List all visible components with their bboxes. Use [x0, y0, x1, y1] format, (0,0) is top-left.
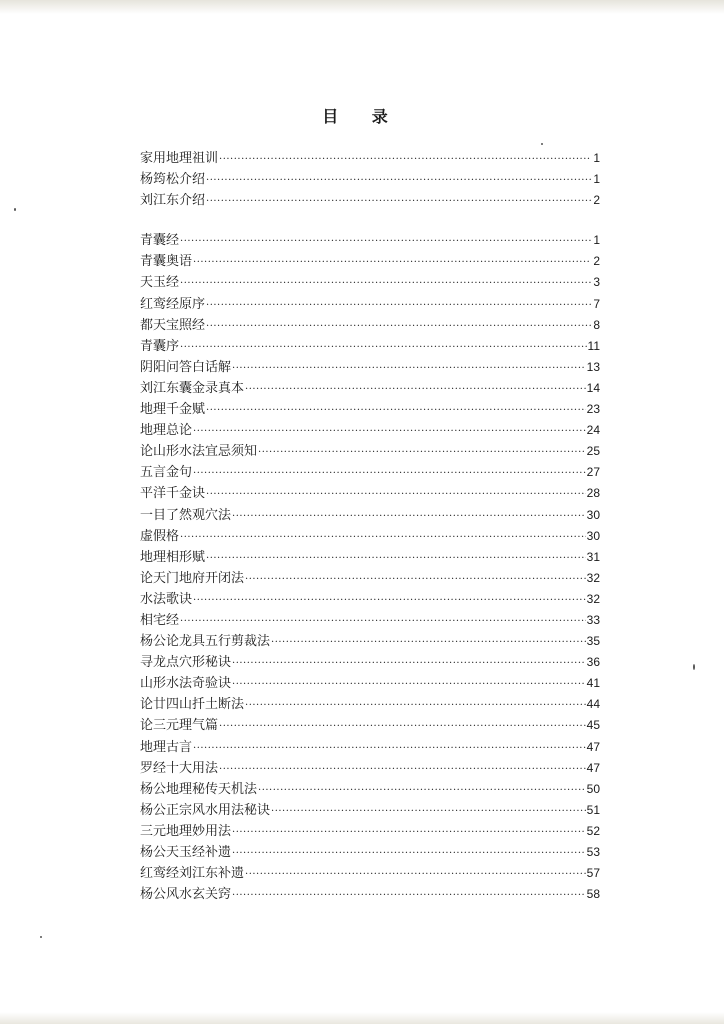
table-of-contents — [140, 148, 600, 905]
scan-speck — [693, 664, 695, 670]
toc-entry — [140, 190, 600, 211]
toc-entry-page-number: 11 — [587, 338, 600, 353]
toc-entry — [140, 441, 600, 462]
toc-entry-title: 青囊奥语 — [140, 254, 193, 270]
toc-entry — [140, 863, 600, 884]
toc-entry — [140, 315, 600, 336]
toc-entry-page-number: 32 — [586, 591, 600, 606]
toc-entry-title: 杨筠松介绍 — [140, 172, 206, 188]
toc-entry-title: 论三元理气篇 — [140, 718, 219, 734]
toc-entry — [140, 610, 600, 631]
scan-speck — [40, 936, 42, 938]
dot-leader — [232, 843, 586, 864]
toc-entry-title: 寻龙点穴形秘诀 — [140, 655, 232, 671]
toc-entry-page-number: 1 — [593, 233, 600, 248]
scan-edge-top — [0, 0, 724, 14]
toc-entry-page-number: 41 — [586, 676, 600, 691]
toc-entry-page-number: 2 — [593, 254, 600, 269]
toc-entry-page-number: 23 — [586, 402, 600, 417]
toc-entry-page-number: 1 — [593, 151, 600, 165]
toc-entry — [140, 652, 600, 673]
dot-leader — [193, 590, 586, 611]
toc-entry-page-number: 30 — [586, 528, 600, 543]
toc-entry-title: 地理相形赋 — [140, 549, 206, 565]
toc-entry-title: 红鸾经刘江东补遗 — [140, 866, 245, 882]
toc-entry-title: 一目了然观穴法 — [140, 507, 232, 523]
toc-entry-title: 都天宝照经 — [140, 317, 206, 333]
toc-entry-page-number: 24 — [586, 423, 600, 438]
toc-entry-title: 青囊经 — [140, 233, 180, 249]
dot-leader — [206, 191, 591, 212]
toc-entry-page-number: 33 — [586, 612, 600, 627]
toc-entry — [140, 842, 600, 863]
dot-leader — [193, 252, 591, 273]
toc-entry-page-number: 47 — [586, 739, 600, 754]
toc-entry-page-number: 27 — [586, 465, 600, 480]
toc-entry-title: 杨公正宗风水用法秘诀 — [140, 802, 271, 818]
toc-entry-title: 杨公天玉经补遗 — [140, 845, 232, 860]
toc-group-intro — [140, 148, 600, 211]
toc-entry-title: 青囊序 — [140, 338, 180, 354]
dot-leader — [245, 569, 586, 590]
toc-entry-title: 罗经十大用法 — [140, 760, 219, 776]
toc-entry — [140, 357, 600, 378]
toc-entry — [140, 483, 600, 504]
toc-entry-title: 地理千金赋 — [140, 402, 206, 418]
dot-leader — [232, 885, 586, 906]
toc-entry-page-number: 44 — [586, 697, 600, 712]
toc-entry — [140, 631, 600, 652]
dot-leader — [271, 801, 586, 822]
toc-entry-title: 虚假格 — [140, 528, 180, 544]
toc-entry — [140, 272, 600, 293]
dot-leader — [180, 273, 591, 294]
dot-leader — [193, 421, 586, 442]
toc-entry-page-number: 51 — [586, 802, 600, 817]
toc-entry — [140, 547, 600, 568]
dot-leader — [180, 527, 586, 548]
toc-entry-page-number: 47 — [586, 760, 600, 775]
toc-entry-title: 论廿四山扦土断法 — [140, 697, 245, 713]
dot-leader — [193, 463, 586, 484]
toc-entry — [140, 694, 600, 715]
toc-entry — [140, 821, 600, 842]
dot-leader — [206, 170, 591, 191]
dot-leader — [206, 548, 586, 569]
dot-leader — [180, 611, 586, 632]
toc-entry-page-number: 53 — [586, 845, 600, 859]
toc-entry — [140, 462, 600, 483]
dot-leader — [232, 506, 586, 527]
toc-entry — [140, 378, 600, 399]
dot-leader — [232, 358, 586, 379]
toc-entry — [140, 294, 600, 315]
toc-entry — [140, 420, 600, 441]
toc-entry-page-number: 50 — [586, 781, 600, 796]
toc-entry-title: 论天门地府开闭法 — [140, 570, 245, 586]
toc-entry-title: 平洋千金诀 — [140, 486, 206, 502]
dot-leader — [258, 780, 586, 801]
toc-entry-page-number: 8 — [593, 317, 600, 332]
toc-entry-title: 红鸾经原序 — [140, 296, 206, 312]
page-title: 目 录 — [322, 107, 402, 126]
toc-entry-page-number: 14 — [586, 380, 600, 395]
toc-entry — [140, 589, 600, 610]
dot-leader — [206, 484, 586, 505]
toc-entry — [140, 758, 600, 779]
toc-entry-title: 刘江东介绍 — [140, 193, 206, 209]
toc-entry — [140, 230, 600, 251]
dot-leader — [193, 738, 586, 759]
dot-leader — [180, 337, 587, 358]
toc-entry-page-number: 57 — [586, 866, 600, 881]
toc-entry-title: 家用地理祖训 — [140, 151, 219, 166]
toc-entry — [140, 737, 600, 758]
toc-entry-title: 杨公论龙具五行剪裁法 — [140, 634, 271, 650]
toc-entry — [140, 884, 600, 905]
toc-entry-page-number: 36 — [586, 655, 600, 670]
dot-leader — [258, 442, 586, 463]
toc-entry-page-number: 25 — [586, 444, 600, 459]
dot-leader — [206, 400, 586, 421]
dot-leader — [219, 716, 586, 737]
toc-entry-page-number: 35 — [586, 634, 600, 649]
toc-entry-title: 水法歌诀 — [140, 591, 193, 607]
toc-entry — [140, 526, 600, 547]
dot-leader — [206, 295, 591, 316]
dot-leader — [245, 379, 586, 400]
toc-entry — [140, 673, 600, 694]
toc-entry-page-number: 3 — [593, 275, 600, 290]
toc-entry-page-number: 52 — [586, 823, 600, 838]
toc-entry — [140, 800, 600, 821]
toc-entry-title: 阴阳问答白话解 — [140, 359, 232, 375]
toc-entry-page-number: 58 — [586, 887, 600, 902]
toc-entry-title: 地理总论 — [140, 423, 193, 439]
toc-entry — [140, 505, 600, 526]
toc-entry — [140, 169, 600, 190]
toc-entry-page-number: 32 — [586, 570, 600, 585]
toc-entry-page-number: 1 — [593, 172, 600, 187]
toc-entry-page-number: 28 — [586, 486, 600, 501]
toc-entry — [140, 336, 600, 357]
dot-leader — [245, 864, 586, 885]
toc-entry — [140, 251, 600, 272]
toc-entry-title: 三元地理妙用法 — [140, 823, 232, 839]
toc-entry-page-number: 2 — [593, 193, 600, 208]
toc-group-classics — [140, 230, 600, 905]
dot-leader — [206, 316, 591, 337]
dot-leader — [219, 149, 591, 170]
dot-leader — [232, 822, 586, 843]
toc-entry-title: 杨公风水玄关窍 — [140, 887, 232, 903]
scan-edge-bottom — [0, 1012, 724, 1024]
toc-entry — [140, 148, 600, 169]
toc-entry — [140, 399, 600, 420]
scan-speck — [541, 143, 543, 145]
toc-entry-title: 刘江东囊金录真本 — [140, 380, 245, 396]
toc-entry-title: 山形水法奇验诀 — [140, 676, 232, 692]
dot-leader — [232, 674, 586, 695]
toc-entry-page-number: 30 — [586, 507, 600, 522]
toc-entry-page-number: 45 — [586, 718, 600, 733]
toc-entry-title: 地理古言 — [140, 739, 193, 755]
toc-entry-title: 相宅经 — [140, 612, 180, 628]
toc-entry — [140, 715, 600, 736]
dot-leader — [219, 759, 586, 780]
toc-entry — [140, 568, 600, 589]
dot-leader — [232, 653, 586, 674]
toc-entry-page-number: 31 — [586, 549, 600, 564]
toc-entry-title: 五言金句 — [140, 465, 193, 481]
toc-entry-title: 论山形水法宜忌须知 — [140, 444, 258, 460]
toc-entry-page-number: 13 — [586, 359, 600, 374]
dot-leader — [180, 231, 591, 252]
toc-entry-title: 天玉经 — [140, 275, 180, 291]
toc-entry — [140, 779, 600, 800]
toc-entry-page-number: 7 — [593, 296, 600, 311]
dot-leader — [271, 632, 586, 653]
scan-speck — [14, 208, 16, 211]
toc-entry-title: 杨公地理秘传天机法 — [140, 781, 258, 797]
dot-leader — [245, 695, 586, 716]
